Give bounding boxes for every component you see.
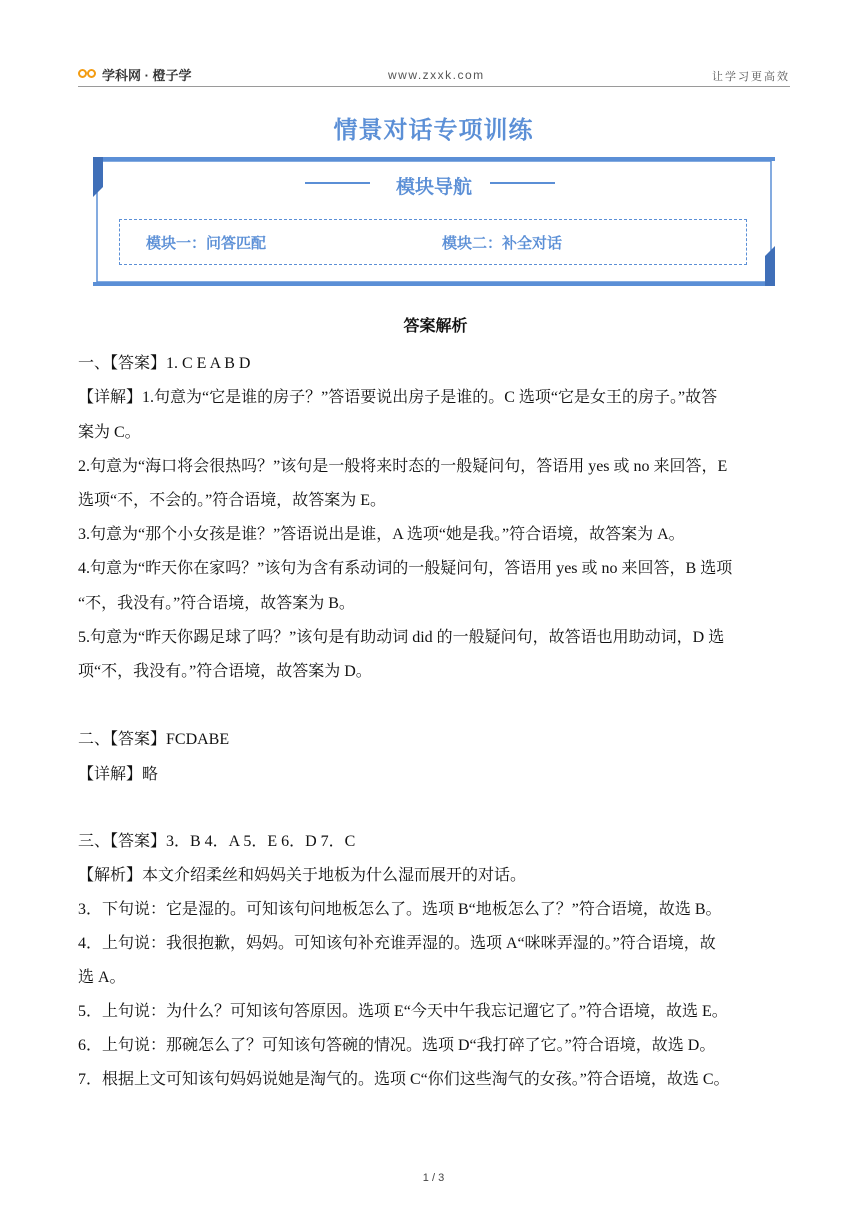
explanation-line: 【详解】1.句意为“它是谁的房子？”答语要说出房子是谁的。C 选项“它是女王的房子。”故答	[78, 389, 718, 406]
document-title: 情景对话专项训练	[333, 118, 534, 144]
explanation-line: 7．根据上文可知该句妈妈说她是淘气的。选项 C“你们这些淘气的女孩。”符合语境，故选 C。	[78, 1071, 730, 1088]
explanation-line: 3.句意为“那个小女孩是谁？”答语说出是谁，A 选项“她是我。”符合语境，故答案为 A。	[78, 526, 685, 543]
section-title: 答案解析	[403, 318, 468, 335]
answer-line-2: 二、【答案】FCDABE	[78, 731, 230, 748]
site-url: www.zxxk.com	[388, 68, 485, 82]
explanation-line: 3．下句说：它是湿的。可知该句问地板怎么了。选项 B“地板怎么了？”符合语境，故选 B。	[78, 901, 722, 918]
module-nav-box	[93, 157, 775, 286]
explanation-line: “不，我没有。”符合语境，故答案为 B。	[78, 595, 355, 612]
explanation-line: 5.句意为“昨天你踢足球了吗？”该句是有助动词 did 的一般疑问句，故答语也用助动词，D 选	[78, 629, 725, 646]
explanation-line: 4.句意为“昨天你在家吗？”该句为含有系动词的一般疑问句，答语用 yes 或 no 来回答，B 选项	[78, 560, 733, 577]
module-item-1[interactable]: 模块一：问答匹配	[146, 236, 267, 252]
explanation-line: 案为 C。	[78, 424, 141, 441]
answer-line-3: 三、【答案】3．B 4．A 5．E 6．D 7．C	[78, 833, 356, 850]
nav-title-line-right	[490, 182, 555, 184]
module-list	[119, 219, 747, 265]
explanation-line: 6．上句说：那碗怎么了？可知该句答碗的情况。选项 D“我打碎了它。”符合语境，故选 D。	[78, 1037, 716, 1054]
explanation-line: 4．上句说：我很抱歉，妈妈。可知该句补充谁弄湿的。选项 A“咪咪弄湿的。”符合语境，故	[78, 935, 716, 952]
explanation-line: 选项“不，不会的。”符合语境，故答案为 E。	[78, 492, 386, 509]
explanation-line: 2.句意为“海口将会很热吗？”该句是一般将来时态的一般疑问句，答语用 yes 或 no 来回答，E	[78, 458, 728, 475]
module-nav-title: 模块导航	[395, 177, 472, 198]
explanation-line: 5．上句说：为什么？可知该句答原因。选项 E“今天中午我忘记遛它了。”符合语境，故选 E。	[78, 1003, 728, 1020]
explanation-line: 【解析】本文介绍柔丝和妈妈关于地板为什么湿而展开的对话。	[78, 867, 527, 884]
logo	[78, 65, 192, 84]
explanation-line: 【详解】略	[78, 766, 159, 783]
slogan: 让学习更高效	[712, 71, 790, 83]
module-item-2[interactable]: 模块二：补全对话	[442, 236, 563, 252]
page-number: 1 / 3	[422, 1172, 445, 1184]
owl-logo-icon	[78, 69, 98, 80]
explanation-line: 项“不，我没有。”符合语境，故答案为 D。	[78, 663, 372, 680]
explanation-line: 选 A。	[78, 969, 126, 986]
logo-text: 学科网 · 橙子学	[102, 68, 192, 83]
answer-line-1: 一、【答案】1. C E A B D	[78, 355, 251, 372]
page-header	[78, 62, 790, 87]
